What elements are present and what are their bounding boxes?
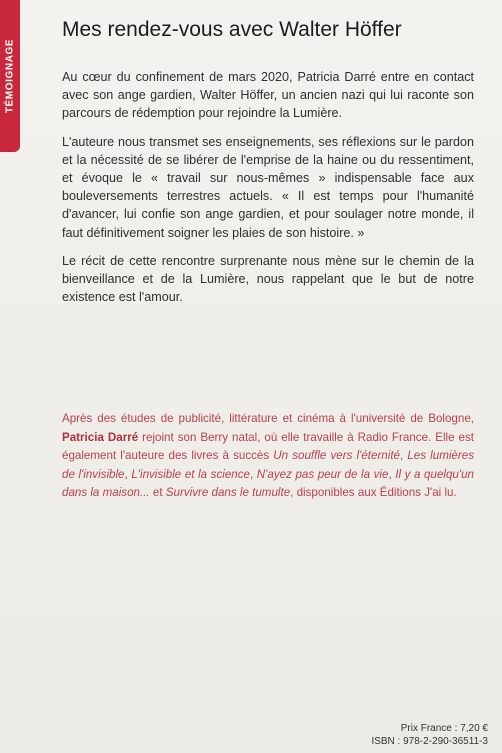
book-title-5: Il y a quelqu'un dans la maison... <box>62 467 474 500</box>
bio-text-1: Après des études de publicité, littérature et cinéma à l'université de Bologne, <box>62 412 474 425</box>
bio-separator-1: , <box>400 449 408 463</box>
author-name: Patricia Darré <box>62 430 139 444</box>
bio-separator-5: et <box>149 486 166 500</box>
bio-text-3: , disponibles aux Éditions J'ai lu. <box>290 486 457 500</box>
bio-separator-2: , <box>124 467 132 481</box>
blurb-paragraph-2: L'auteure nous transmet ses enseignements, ses réflexions sur le pardon et la nécessité de se libérer de l'emprise de la haine ou du ressentiment, et évoque le « travail sur nous-mêmes » indispensable face aux bouleversements terrestres actuels. « Il est temps pour l'humanité d'avancer, lui confie son ange gardien, et pour soulager notre monde, il faut définitivement soigner les plaies de son histoire. » <box>62 134 474 240</box>
bio-separator-4: , <box>388 467 396 481</box>
book-title-3: L'invisible et la science <box>131 467 250 481</box>
blurb-paragraph-3: Le récit de cette rencontre surprenante nous mène sur le chemin de la bienveillance et de la Lumière, nous rappelant que le but de notre existence est l'amour. <box>62 253 474 305</box>
bio-text-2: rejoint son Berry natal, où elle travaille à Radio France. Elle est également l'auteure des livres à succès <box>62 430 474 463</box>
blurb-paragraph-1: Au cœur du confinement de mars 2020, Patricia Darré entre en contact avec son ange gardien, Walter Höffer, un ancien nazi qui lui raconte son parcours de rédemption pour rejoindre la Lumière. <box>62 70 474 121</box>
blurb <box>62 68 474 316</box>
category-label: TÉMOIGNAGE <box>4 38 16 114</box>
book-title-1: Un souffle vers l'éternité <box>273 449 400 463</box>
isbn-label: ISBN : 978-2-290-36511-3 <box>371 736 488 747</box>
book-title-6: Survivre dans le tumulte <box>165 486 291 500</box>
price-label: Prix France : 7,20 € <box>400 723 488 734</box>
bio-separator-3: , <box>249 467 257 481</box>
book-title: Mes rendez-vous avec Walter Höffer <box>62 18 402 41</box>
category-tab <box>0 0 20 152</box>
price-block <box>371 722 488 748</box>
author-bio <box>62 410 474 503</box>
book-title-4: N'ayez pas peur de la vie <box>256 467 389 481</box>
book-title-2: Les lumières de l'invisible <box>62 449 474 481</box>
